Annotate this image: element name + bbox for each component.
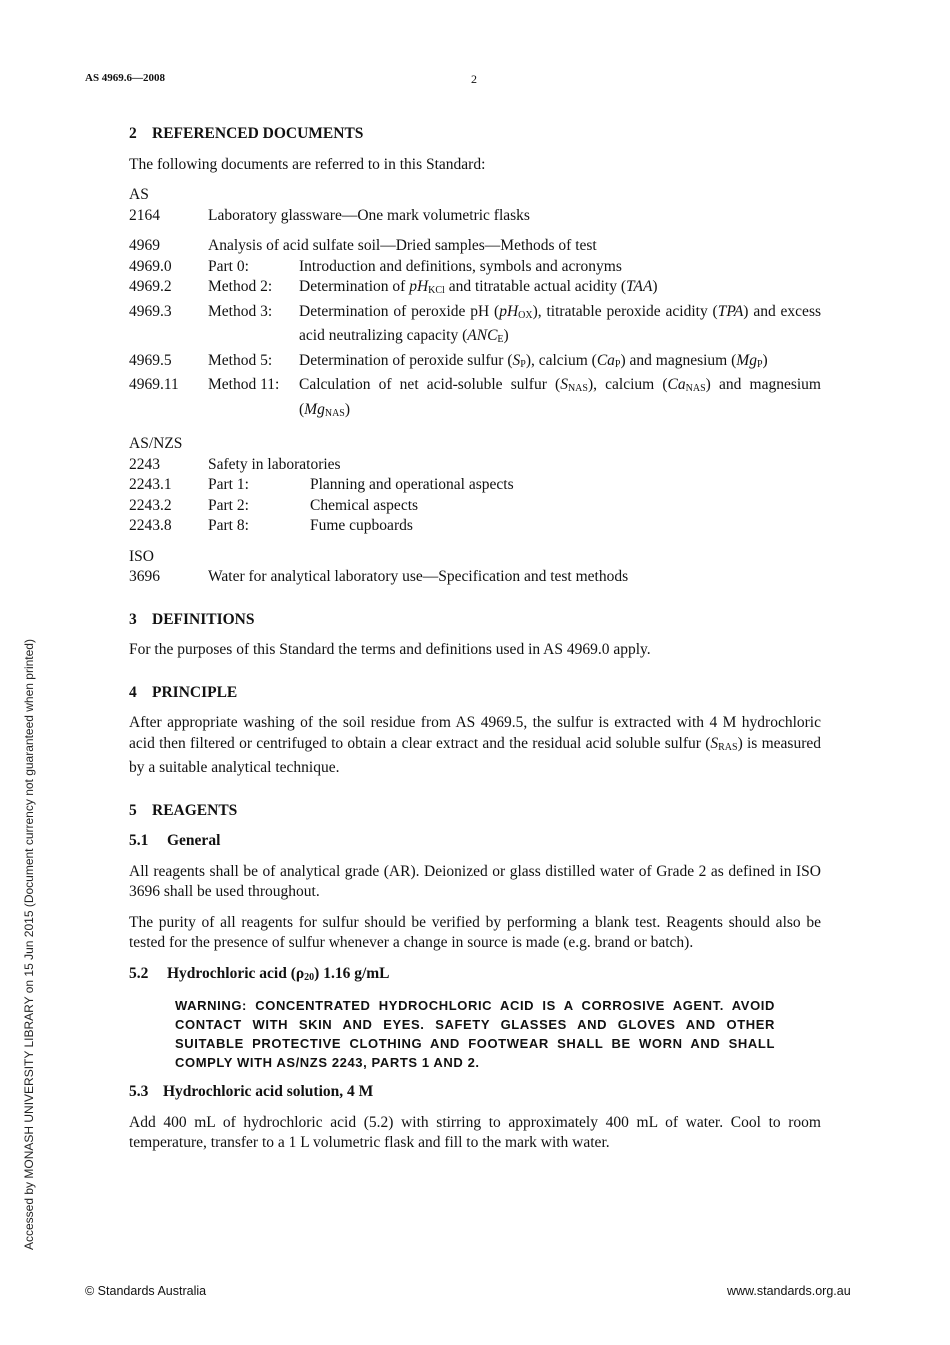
section-2-heading: 2 REFERENCED DOCUMENTS bbox=[129, 125, 364, 142]
iso-label: ISO bbox=[129, 547, 154, 565]
ref-iso-3696: 3696 Water for analytical laboratory use—Specification and test methods bbox=[129, 568, 629, 585]
section-4-heading: 4 PRINCIPLE bbox=[129, 683, 238, 701]
section-5-1-heading: 5.1 General bbox=[129, 832, 221, 849]
ref-as-4969: 4969 Analysis of acid sulfate soil—Dried samples—Methods of test bbox=[129, 237, 597, 254]
ref-as-4969-2: 4969.2 Method 2: Determination of $pH_{KCl}$ and titratable actual acidity (TAA) bbox=[129, 278, 658, 296]
ref-as-4969-0: 4969.0 Part 0: Introduction and definitions, symbols and acronyms bbox=[129, 257, 622, 275]
ref-asnzs-2243-8: 2243.8 Part 8: Fume cupboards bbox=[129, 517, 413, 534]
document-id: AS 4969.6—2008 bbox=[85, 72, 166, 84]
section-3-text: For the purposes of this Standard the terms and definitions used in AS 4969.0 apply. bbox=[129, 641, 651, 658]
ref-as-4969-11: 4969.11 Method 11: Calculation of net acid-soluble sulfur $(S_{NAS})$, calcium $(Ca_{NAS})$ and magnesium $(Mg_{NAS})$ bbox=[129, 376, 821, 419]
warning-notice: WARNING: CONCENTRATED HYDROCHLORIC ACID IS A CORROSIVE AGENT. AVOID CONTACT WITH SKIN AND EYES. SAFETY GLASSES AND GLOVES AND OTHER SUITABLE PROTECTIVE CLOTHING AND FOOTWEAR SHALL BE WORN AND SHALL COMPLY WITH AS/NZS 2243, PARTS 1 AND 2. bbox=[175, 998, 775, 1070]
ref-as-4969-3: 4969.3 Method 3: Determination of peroxide pH $(pH_{OX})$, titratable peroxide acidity (TPA) and excess acid neutralizing capacity $(ANC_E)$ bbox=[129, 302, 822, 345]
section-5-2-heading: 5.2 Hydrochloric acid $(\rho_{20})$ 1.16 g/mL bbox=[129, 964, 390, 983]
as-label: AS bbox=[129, 186, 149, 203]
page-number: 2 bbox=[471, 72, 477, 86]
access-watermark: Accessed by MONASH UNIVERSITY LIBRARY on 15 Jun 2015 (Document currency not guaranteed when printed) bbox=[22, 639, 36, 1250]
section-2-intro: The following documents are referred to in this Standard: bbox=[129, 155, 486, 173]
section-5-3-text: Add 400 mL of hydrochloric acid (5.2) with stirring to approximately 400 mL of water. Cool to room temperature, transfer to a 1 L volumetric flask and fill to the mark with water. bbox=[129, 1113, 821, 1151]
ref-as-4969-5: 4969.5 Method 5: Determination of peroxide sulfur $(S_P)$, calcium $(Ca_P)$ and magnesium $(Mg_P)$ bbox=[129, 351, 768, 370]
ref-as-2164: 2164 Laboratory glassware—One mark volumetric flasks bbox=[129, 206, 530, 224]
footer-copyright: © Standards Australia bbox=[85, 1284, 207, 1298]
asnzs-label: AS/NZS bbox=[129, 435, 183, 452]
ref-asnzs-2243: 2243 Safety in laboratories bbox=[129, 455, 341, 473]
ref-asnzs-2243-2: 2243.2 Part 2: Chemical aspects bbox=[129, 496, 419, 514]
section-5-heading: 5 REAGENTS bbox=[129, 801, 238, 819]
footer-website[interactable]: www.standards.org.au bbox=[727, 1284, 851, 1298]
section-5-1-para-1: All reagents shall be of analytical grade (AR). Deionized or glass distilled water of Grade 2 as defined in ISO 3696 shall be used throughout. bbox=[129, 862, 821, 900]
section-5-1-para-2: The purity of all reagents for sulfur should be verified by performing a blank test. Reagents should also be tested for the presence of sulfur whenever a change in source is made (e.g. brand or batch). bbox=[129, 913, 821, 951]
section-4-text: After appropriate washing of the soil residue from AS 4969.5, the sulfur is extracted with 4 M hydrochloric acid then filtered or centrifuged to obtain a clear extract and the residual acid soluble sulfur $(S_{RAS})$ is measured by a suitable analytical technique. bbox=[129, 714, 821, 776]
section-5-3-heading: 5.3 Hydrochloric acid solution, 4 M bbox=[129, 1083, 374, 1100]
ref-asnzs-2243-1: 2243.1 Part 1: Planning and operational aspects bbox=[129, 476, 514, 493]
section-3-heading: 3 DEFINITIONS bbox=[129, 610, 255, 628]
page-body bbox=[129, 124, 821, 1154]
